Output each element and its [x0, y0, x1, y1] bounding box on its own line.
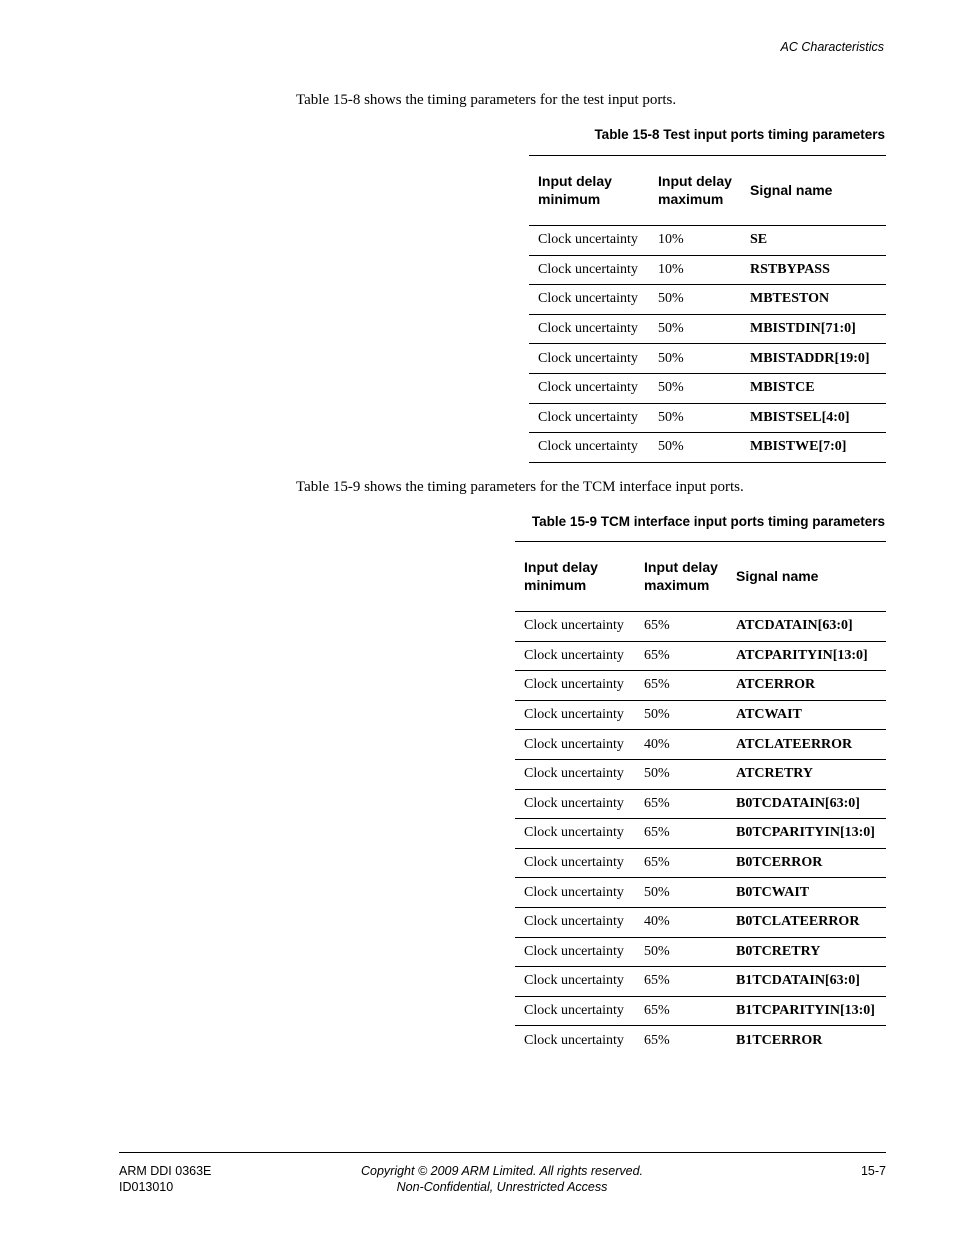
- access-notice: Non-Confidential, Unrestricted Access: [396, 1180, 608, 1194]
- input-delay-min-cell: Clock uncertainty: [515, 848, 635, 878]
- input-delay-min-cell: Clock uncertainty: [529, 344, 649, 374]
- table-row: [515, 671, 886, 701]
- table-row: [515, 700, 886, 730]
- table-row: [515, 937, 886, 967]
- signal-name-cell: SE: [741, 226, 886, 256]
- input-delay-max-cell: 65%: [635, 967, 727, 997]
- test-input-ports-table: [529, 155, 886, 463]
- input-delay-max-cell: 50%: [649, 314, 741, 344]
- table8-caption: Table 15-8 Test input ports timing parameters: [594, 127, 885, 142]
- signal-name-cell: B0TCRETRY: [727, 937, 886, 967]
- input-delay-min-cell: Clock uncertainty: [515, 907, 635, 937]
- copyright-notice: Copyright © 2009 ARM Limited. All rights reserved.: [360, 1164, 643, 1178]
- table-header-row: [529, 156, 886, 226]
- input-delay-min-cell: Clock uncertainty: [515, 612, 635, 642]
- input-delay-min-cell: Clock uncertainty: [515, 730, 635, 760]
- input-delay-max-cell: 40%: [635, 907, 727, 937]
- table-row: [515, 819, 886, 849]
- input-delay-max-cell: 50%: [649, 373, 741, 403]
- input-delay-min-cell: Clock uncertainty: [529, 314, 649, 344]
- table-row: [515, 848, 886, 878]
- column-header: Input delay minimum: [538, 173, 612, 207]
- input-delay-max-cell: 50%: [635, 700, 727, 730]
- column-header: Signal name: [750, 181, 833, 198]
- input-delay-min-cell: Clock uncertainty: [515, 671, 635, 701]
- signal-name-cell: B1TCERROR: [736, 1032, 823, 1048]
- doc-id: ID013010: [119, 1180, 174, 1194]
- footer-divider: [119, 1152, 886, 1153]
- table-row: [515, 1026, 886, 1055]
- table-row: [515, 612, 886, 642]
- table-row: [515, 967, 886, 997]
- input-delay-min-cell: Clock uncertainty: [529, 433, 649, 463]
- running-header: AC Characteristics: [780, 40, 884, 54]
- signal-name-cell: ATCPARITYIN[13:0]: [727, 641, 886, 671]
- doc-number: ARM DDI 0363E: [119, 1164, 212, 1178]
- input-delay-min-cell: Clock uncertainty: [515, 759, 635, 789]
- signal-name-cell: B0TCPARITYIN[13:0]: [727, 819, 886, 849]
- table-row: [515, 996, 886, 1026]
- column-header: Signal name: [736, 567, 819, 584]
- input-delay-min-cell: Clock uncertainty: [515, 967, 635, 997]
- tcm-interface-input-ports-table: [515, 541, 886, 1055]
- table-row: [515, 730, 886, 760]
- column-header: Input delay maximum: [644, 559, 718, 593]
- table-row: [529, 285, 886, 315]
- signal-name-cell: ATCDATAIN[63:0]: [727, 612, 886, 642]
- table9-intro: Table 15-9 shows the timing parameters for the TCM interface input ports.: [296, 479, 744, 495]
- signal-name-cell: ATCERROR: [727, 671, 886, 701]
- input-delay-max-cell: 65%: [635, 848, 727, 878]
- table-row: [529, 373, 886, 403]
- input-delay-max-cell: 50%: [649, 344, 741, 374]
- input-delay-max-cell: 10%: [649, 226, 741, 256]
- input-delay-min-cell: Clock uncertainty: [529, 373, 649, 403]
- input-delay-max-cell: 65%: [635, 819, 727, 849]
- input-delay-max-cell: 65%: [644, 1032, 670, 1048]
- table9-caption: Table 15-9 TCM interface input ports timing parameters: [531, 514, 885, 529]
- table-row: [515, 759, 886, 789]
- input-delay-min-cell: Clock uncertainty: [515, 641, 635, 671]
- footer-legal: [302, 1163, 702, 1195]
- input-delay-min-cell: Clock uncertainty: [515, 996, 635, 1026]
- signal-name-cell: B0TCLATEERROR: [727, 907, 886, 937]
- input-delay-min-cell: Clock uncertainty: [515, 700, 635, 730]
- input-delay-max-cell: 50%: [635, 878, 727, 908]
- footer-doc-info: [119, 1163, 211, 1195]
- signal-name-cell: RSTBYPASS: [741, 255, 886, 285]
- input-delay-max-cell: 50%: [635, 937, 727, 967]
- signal-name-cell: ATCWAIT: [727, 700, 886, 730]
- input-delay-max-cell: 10%: [649, 255, 741, 285]
- signal-name-cell: MBISTWE[7:0]: [741, 433, 886, 463]
- signal-name-cell: ATCLATEERROR: [727, 730, 886, 760]
- signal-name-cell: B0TCWAIT: [727, 878, 886, 908]
- input-delay-max-cell: 50%: [649, 285, 741, 315]
- input-delay-min-cell: Clock uncertainty: [515, 819, 635, 849]
- table-row: [529, 433, 886, 463]
- table-header-row: [515, 542, 886, 612]
- input-delay-min-cell: Clock uncertainty: [529, 285, 649, 315]
- input-delay-min-cell: Clock uncertainty: [529, 226, 649, 256]
- column-header: Input delay minimum: [524, 559, 598, 593]
- signal-name-cell: MBISTDIN[71:0]: [741, 314, 886, 344]
- page-number: 15-7: [860, 1164, 886, 1178]
- input-delay-min-cell: Clock uncertainty: [515, 937, 635, 967]
- input-delay-max-cell: 40%: [635, 730, 727, 760]
- table-row: [515, 907, 886, 937]
- input-delay-max-cell: 65%: [635, 996, 727, 1026]
- input-delay-min-cell: Clock uncertainty: [529, 403, 649, 433]
- table-row: [529, 344, 886, 374]
- input-delay-min-cell: Clock uncertainty: [515, 789, 635, 819]
- input-delay-min-cell: Clock uncertainty: [515, 878, 635, 908]
- input-delay-max-cell: 65%: [635, 612, 727, 642]
- table-row: [515, 878, 886, 908]
- signal-name-cell: B0TCDATAIN[63:0]: [727, 789, 886, 819]
- signal-name-cell: B1TCPARITYIN[13:0]: [727, 996, 886, 1026]
- input-delay-min-cell: Clock uncertainty: [524, 1032, 624, 1048]
- table-row: [529, 403, 886, 433]
- signal-name-cell: MBISTSEL[4:0]: [741, 403, 886, 433]
- signal-name-cell: B1TCDATAIN[63:0]: [727, 967, 886, 997]
- input-delay-max-cell: 50%: [649, 403, 741, 433]
- table-row: [515, 641, 886, 671]
- input-delay-max-cell: 50%: [649, 433, 741, 463]
- signal-name-cell: B0TCERROR: [727, 848, 886, 878]
- input-delay-max-cell: 65%: [635, 789, 727, 819]
- input-delay-max-cell: 65%: [635, 671, 727, 701]
- signal-name-cell: MBTESTON: [741, 285, 886, 315]
- table-row: [529, 314, 886, 344]
- table8-intro: Table 15-8 shows the timing parameters for the test input ports.: [296, 92, 677, 108]
- signal-name-cell: ATCRETRY: [727, 759, 886, 789]
- table-row: [515, 789, 886, 819]
- input-delay-max-cell: 50%: [635, 759, 727, 789]
- input-delay-max-cell: 65%: [635, 641, 727, 671]
- signal-name-cell: MBISTCE: [741, 373, 886, 403]
- signal-name-cell: MBISTADDR[19:0]: [741, 344, 886, 374]
- table-row: [529, 226, 886, 256]
- input-delay-min-cell: Clock uncertainty: [529, 255, 649, 285]
- column-header: Input delay maximum: [658, 173, 732, 207]
- table-row: [529, 255, 886, 285]
